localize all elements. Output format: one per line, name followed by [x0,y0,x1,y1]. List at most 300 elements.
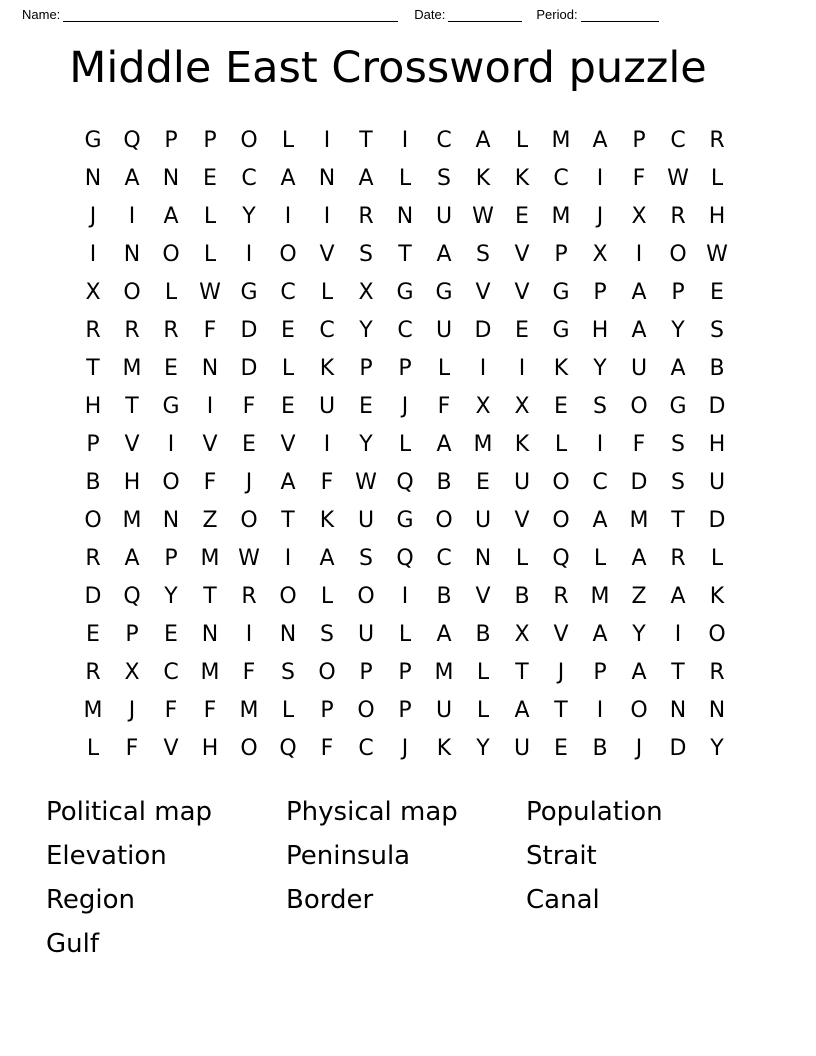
grid-cell[interactable]: A [631,660,647,685]
grid-cell[interactable]: L [398,166,412,191]
grid-cell[interactable]: N [318,166,336,191]
grid-cell[interactable]: L [164,280,178,305]
grid-cell[interactable]: N [669,698,687,723]
grid-cell[interactable]: A [124,546,140,571]
grid-cell[interactable]: L [554,432,568,457]
grid-cell[interactable]: M [551,204,571,229]
grid-cell[interactable]: T [671,508,685,533]
grid-cell[interactable]: A [358,166,374,191]
grid-cell[interactable]: B [475,622,491,647]
grid-cell[interactable]: N [162,166,180,191]
grid-cell[interactable]: O [552,508,570,533]
grid-cell[interactable]: I [401,584,409,609]
grid-cell[interactable]: E [164,622,178,647]
grid-cell[interactable]: P [593,280,607,305]
grid-cell[interactable]: O [552,470,570,495]
grid-cell[interactable]: N [708,698,726,723]
grid-cell[interactable]: I [323,432,331,457]
grid-cell[interactable]: D [669,736,687,761]
grid-cell[interactable]: I [323,128,331,153]
grid-cell[interactable]: T [554,698,568,723]
grid-cell[interactable]: L [398,622,412,647]
grid-cell[interactable]: S [320,622,334,647]
grid-cell[interactable]: O [123,280,141,305]
grid-cell[interactable]: C [436,128,452,153]
grid-cell[interactable]: A [592,128,608,153]
grid-cell[interactable]: F [632,166,646,191]
grid-cell[interactable]: O [630,698,648,723]
grid-cell[interactable]: P [359,356,373,381]
grid-cell[interactable]: K [709,584,725,609]
grid-cell[interactable]: E [281,394,295,419]
grid-cell[interactable]: A [436,242,452,267]
grid-cell[interactable]: T [125,394,139,419]
grid-cell[interactable]: U [435,318,453,343]
word-search-grid[interactable] [74,122,736,768]
grid-cell[interactable]: P [554,242,568,267]
grid-cell[interactable]: F [203,470,217,495]
grid-cell[interactable]: M [83,698,103,723]
grid-cell[interactable]: X [631,204,647,229]
grid-cell[interactable]: F [320,736,334,761]
grid-cell[interactable]: X [592,242,608,267]
grid-cell[interactable]: L [320,280,334,305]
grid-cell[interactable]: J [128,698,136,723]
grid-cell[interactable]: W [355,470,377,495]
grid-cell[interactable]: V [514,508,530,533]
grid-cell[interactable]: P [398,698,412,723]
grid-cell[interactable]: V [280,432,296,457]
grid-cell[interactable]: A [436,432,452,457]
grid-cell[interactable]: C [319,318,335,343]
grid-cell[interactable]: A [475,128,491,153]
grid-cell[interactable]: P [632,128,646,153]
grid-cell[interactable]: A [280,166,296,191]
grid-cell[interactable]: F [437,394,451,419]
grid-cell[interactable]: I [596,432,604,457]
grid-cell[interactable]: K [319,356,335,381]
grid-cell[interactable]: T [86,356,100,381]
grid-cell[interactable]: V [475,584,491,609]
grid-cell[interactable]: M [122,508,142,533]
grid-cell[interactable]: U [630,356,648,381]
grid-cell[interactable]: J [635,736,643,761]
grid-cell[interactable]: Y [242,204,256,229]
grid-cell[interactable]: O [669,242,687,267]
grid-cell[interactable]: A [124,166,140,191]
grid-cell[interactable]: H [591,318,609,343]
grid-cell[interactable]: F [125,736,139,761]
grid-cell[interactable]: Q [123,584,141,609]
grid-cell[interactable]: M [434,660,454,685]
grid-cell[interactable]: M [200,660,220,685]
grid-cell[interactable]: L [476,698,490,723]
grid-cell[interactable]: O [318,660,336,685]
grid-cell[interactable]: P [203,128,217,153]
grid-cell[interactable]: R [85,318,101,343]
grid-cell[interactable]: O [162,242,180,267]
grid-cell[interactable]: K [319,508,335,533]
grid-cell[interactable]: N [201,622,219,647]
grid-cell[interactable]: C [280,280,296,305]
grid-cell[interactable]: F [632,432,646,457]
grid-cell[interactable]: E [515,318,529,343]
grid-cell[interactable]: G [240,280,258,305]
grid-cell[interactable]: Q [552,546,570,571]
grid-cell[interactable]: T [281,508,295,533]
grid-cell[interactable]: B [436,584,452,609]
grid-cell[interactable]: L [710,546,724,571]
grid-cell[interactable]: T [515,660,529,685]
grid-cell[interactable]: S [593,394,607,419]
grid-cell[interactable]: Y [359,318,373,343]
grid-cell[interactable]: E [554,394,568,419]
grid-cell[interactable]: E [476,470,490,495]
grid-cell[interactable]: R [358,204,374,229]
grid-cell[interactable]: L [86,736,100,761]
grid-cell[interactable]: U [474,508,492,533]
grid-cell[interactable]: G [435,280,453,305]
grid-cell[interactable]: V [319,242,335,267]
grid-cell[interactable]: U [513,736,531,761]
grid-cell[interactable]: Z [202,508,218,533]
grid-cell[interactable]: R [124,318,140,343]
grid-cell[interactable]: L [515,128,529,153]
grid-cell[interactable]: X [514,622,530,647]
grid-cell[interactable]: B [514,584,530,609]
grid-cell[interactable]: N [474,546,492,571]
grid-cell[interactable]: E [164,356,178,381]
grid-cell[interactable]: D [708,508,726,533]
grid-cell[interactable]: D [630,470,648,495]
grid-cell[interactable]: E [242,432,256,457]
grid-cell[interactable]: T [359,128,373,153]
grid-cell[interactable]: P [593,660,607,685]
grid-cell[interactable]: P [320,698,334,723]
grid-cell[interactable]: C [358,736,374,761]
grid-cell[interactable]: D [474,318,492,343]
grid-cell[interactable]: B [436,470,452,495]
grid-cell[interactable]: W [472,204,494,229]
grid-cell[interactable]: Y [593,356,607,381]
grid-cell[interactable]: I [284,204,292,229]
grid-cell[interactable]: A [670,356,686,381]
grid-cell[interactable]: L [203,204,217,229]
grid-cell[interactable]: K [475,166,491,191]
grid-cell[interactable]: F [164,698,178,723]
grid-cell[interactable]: X [475,394,491,419]
grid-cell[interactable]: L [203,242,217,267]
grid-cell[interactable]: O [240,736,258,761]
grid-cell[interactable]: O [630,394,648,419]
grid-cell[interactable]: O [708,622,726,647]
grid-cell[interactable]: J [596,204,604,229]
grid-cell[interactable]: A [436,622,452,647]
grid-cell[interactable]: P [86,432,100,457]
grid-cell[interactable]: H [123,470,141,495]
grid-cell[interactable]: H [84,394,102,419]
grid-cell[interactable]: M [239,698,259,723]
grid-cell[interactable]: L [437,356,451,381]
grid-cell[interactable]: E [86,622,100,647]
grid-cell[interactable]: I [635,242,643,267]
grid-cell[interactable]: I [284,546,292,571]
grid-cell[interactable]: F [203,698,217,723]
grid-cell[interactable]: O [357,584,375,609]
grid-cell[interactable]: I [167,432,175,457]
grid-cell[interactable]: V [514,280,530,305]
grid-cell[interactable]: X [85,280,101,305]
grid-cell[interactable]: P [671,280,685,305]
grid-cell[interactable]: J [401,394,409,419]
grid-cell[interactable]: R [670,546,686,571]
grid-cell[interactable]: Q [123,128,141,153]
grid-cell[interactable]: M [590,584,610,609]
grid-cell[interactable]: A [592,508,608,533]
grid-cell[interactable]: O [84,508,102,533]
name-input-line[interactable] [63,9,398,22]
grid-cell[interactable]: A [631,280,647,305]
grid-cell[interactable]: K [436,736,452,761]
grid-cell[interactable]: I [245,622,253,647]
grid-cell[interactable]: I [596,698,604,723]
grid-cell[interactable]: U [357,508,375,533]
grid-cell[interactable]: O [279,242,297,267]
grid-cell[interactable]: D [240,318,258,343]
grid-cell[interactable]: E [203,166,217,191]
grid-cell[interactable]: A [280,470,296,495]
grid-cell[interactable]: O [240,508,258,533]
grid-cell[interactable]: E [554,736,568,761]
grid-cell[interactable]: L [476,660,490,685]
grid-cell[interactable]: K [514,432,530,457]
grid-cell[interactable]: U [435,698,453,723]
period-field-group [536,8,658,22]
grid-cell[interactable]: I [89,242,97,267]
grid-cell[interactable]: R [709,660,725,685]
grid-cell[interactable]: R [85,546,101,571]
grid-cell[interactable]: I [245,242,253,267]
grid-cell[interactable]: S [359,546,373,571]
grid-cell[interactable]: W [199,280,221,305]
grid-cell[interactable]: B [709,356,725,381]
grid-cell[interactable]: S [710,318,724,343]
grid-cell[interactable]: H [708,432,726,457]
grid-cell[interactable]: M [551,128,571,153]
grid-cell[interactable]: I [401,128,409,153]
grid-cell[interactable]: O [357,698,375,723]
grid-cell[interactable]: L [593,546,607,571]
grid-cell[interactable]: X [358,280,374,305]
student-info-row [0,0,816,22]
grid-cell[interactable]: U [435,204,453,229]
grid-cell[interactable]: E [281,318,295,343]
grid-cell[interactable]: V [475,280,491,305]
grid-cell[interactable]: P [125,622,139,647]
grid-cell[interactable]: A [631,546,647,571]
grid-cell[interactable]: J [89,204,97,229]
grid-cell[interactable]: H [201,736,219,761]
grid-cell[interactable]: F [242,660,256,685]
grid-cell[interactable]: Q [396,470,414,495]
grid-cell[interactable]: I [596,166,604,191]
grid-cell[interactable]: V [163,736,179,761]
grid-cell[interactable]: I [128,204,136,229]
grid-cell[interactable]: H [708,204,726,229]
grid-cell[interactable]: A [592,622,608,647]
grid-cell[interactable]: Y [671,318,685,343]
grid-cell[interactable]: T [398,242,412,267]
grid-cell[interactable]: S [437,166,451,191]
grid-cell[interactable]: P [398,356,412,381]
grid-cell[interactable]: G [552,318,570,343]
grid-cell[interactable]: F [320,470,334,495]
grid-cell[interactable]: C [553,166,569,191]
grid-cell[interactable]: L [281,128,295,153]
grid-cell[interactable]: N [279,622,297,647]
grid-cell[interactable]: R [85,660,101,685]
grid-cell[interactable]: L [320,584,334,609]
grid-cell[interactable]: R [709,128,725,153]
grid-cell[interactable]: U [513,470,531,495]
grid-cell[interactable]: N [396,204,414,229]
grid-cell[interactable]: U [318,394,336,419]
grid-cell[interactable]: E [359,394,373,419]
grid-cell[interactable]: T [203,584,217,609]
grid-cell[interactable]: V [202,432,218,457]
grid-cell[interactable]: I [479,356,487,381]
grid-cell[interactable]: L [398,432,412,457]
grid-cell[interactable]: E [710,280,724,305]
period-input-line[interactable] [581,9,659,22]
grid-cell[interactable]: P [359,660,373,685]
grid-cell[interactable]: L [515,546,529,571]
grid-cell[interactable]: E [515,204,529,229]
grid-cell[interactable]: B [85,470,101,495]
grid-cell[interactable]: G [396,508,414,533]
grid-cell[interactable]: R [553,584,569,609]
grid-cell[interactable]: D [708,394,726,419]
grid-cell[interactable]: K [553,356,569,381]
grid-cell[interactable]: J [557,660,565,685]
grid-cell[interactable]: M [629,508,649,533]
grid-cell[interactable]: C [397,318,413,343]
grid-cell[interactable]: F [203,318,217,343]
grid-cell[interactable]: O [279,584,297,609]
grid-cell[interactable]: A [163,204,179,229]
grid-cell[interactable]: W [238,546,260,571]
word-list-item: Border [286,885,374,915]
grid-cell[interactable]: Y [710,736,724,761]
grid-cell[interactable]: G [84,128,102,153]
grid-cell[interactable]: K [514,166,530,191]
grid-cell[interactable]: Q [279,736,297,761]
grid-cell[interactable]: A [670,584,686,609]
grid-cell[interactable]: R [670,204,686,229]
grid-cell[interactable]: C [670,128,686,153]
grid-cell[interactable]: A [631,318,647,343]
date-input-line[interactable] [448,9,522,22]
grid-cell[interactable]: O [435,508,453,533]
grid-cell[interactable]: P [164,128,178,153]
grid-cell[interactable]: W [667,166,689,191]
grid-cell[interactable]: V [124,432,140,457]
grid-cell[interactable]: V [553,622,569,647]
word-list [0,790,816,966]
grid-cell[interactable]: G [162,394,180,419]
grid-cell[interactable]: J [401,736,409,761]
grid-cell[interactable]: L [281,356,295,381]
grid-cell[interactable]: C [163,660,179,685]
grid-cell[interactable]: D [84,584,102,609]
grid-cell[interactable]: L [710,166,724,191]
grid-cell[interactable]: C [241,166,257,191]
grid-cell[interactable]: S [476,242,490,267]
grid-cell[interactable]: T [671,660,685,685]
grid-cell[interactable]: N [84,166,102,191]
grid-cell[interactable]: R [163,318,179,343]
grid-cell[interactable]: W [706,242,728,267]
grid-cell[interactable]: P [164,546,178,571]
grid-cell[interactable]: A [319,546,335,571]
grid-cell[interactable]: N [201,356,219,381]
grid-cell[interactable]: G [396,280,414,305]
grid-cell[interactable]: O [240,128,258,153]
grid-cell[interactable]: F [242,394,256,419]
grid-cell[interactable]: B [592,736,608,761]
grid-cell[interactable]: M [200,546,220,571]
grid-cell[interactable]: D [240,356,258,381]
grid-cell[interactable]: P [398,660,412,685]
grid-cell[interactable]: X [514,394,530,419]
grid-cell[interactable]: S [281,660,295,685]
grid-cell[interactable]: N [123,242,141,267]
grid-cell[interactable]: A [514,698,530,723]
grid-cell[interactable]: I [518,356,526,381]
name-label: Name: [22,7,61,22]
grid-cell[interactable]: J [245,470,253,495]
grid-cell[interactable]: O [162,470,180,495]
grid-cell[interactable]: N [162,508,180,533]
word-list-column [46,790,286,966]
grid-cell[interactable]: M [122,356,142,381]
grid-cell[interactable]: S [671,432,685,457]
grid-cell[interactable]: I [323,204,331,229]
grid-cell[interactable]: Z [631,584,647,609]
grid-cell[interactable]: Y [164,584,178,609]
grid-cell[interactable]: I [674,622,682,647]
grid-cell[interactable]: C [592,470,608,495]
grid-cell[interactable]: G [669,394,687,419]
period-label: Period: [536,7,578,22]
grid-cell[interactable]: S [671,470,685,495]
grid-cell[interactable]: M [473,432,493,457]
grid-cell[interactable]: R [241,584,257,609]
grid-cell[interactable]: V [514,242,530,267]
grid-cell[interactable]: Y [476,736,490,761]
grid-cell[interactable]: I [206,394,214,419]
grid-cell[interactable]: U [708,470,726,495]
grid-cell[interactable]: S [359,242,373,267]
grid-cell[interactable]: X [124,660,140,685]
grid-cell[interactable]: C [436,546,452,571]
grid-cell[interactable]: U [357,622,375,647]
grid-cell[interactable]: Y [632,622,646,647]
grid-cell[interactable]: G [552,280,570,305]
grid-cell[interactable]: Q [396,546,414,571]
grid-cell[interactable]: Y [359,432,373,457]
grid-cell[interactable]: L [281,698,295,723]
